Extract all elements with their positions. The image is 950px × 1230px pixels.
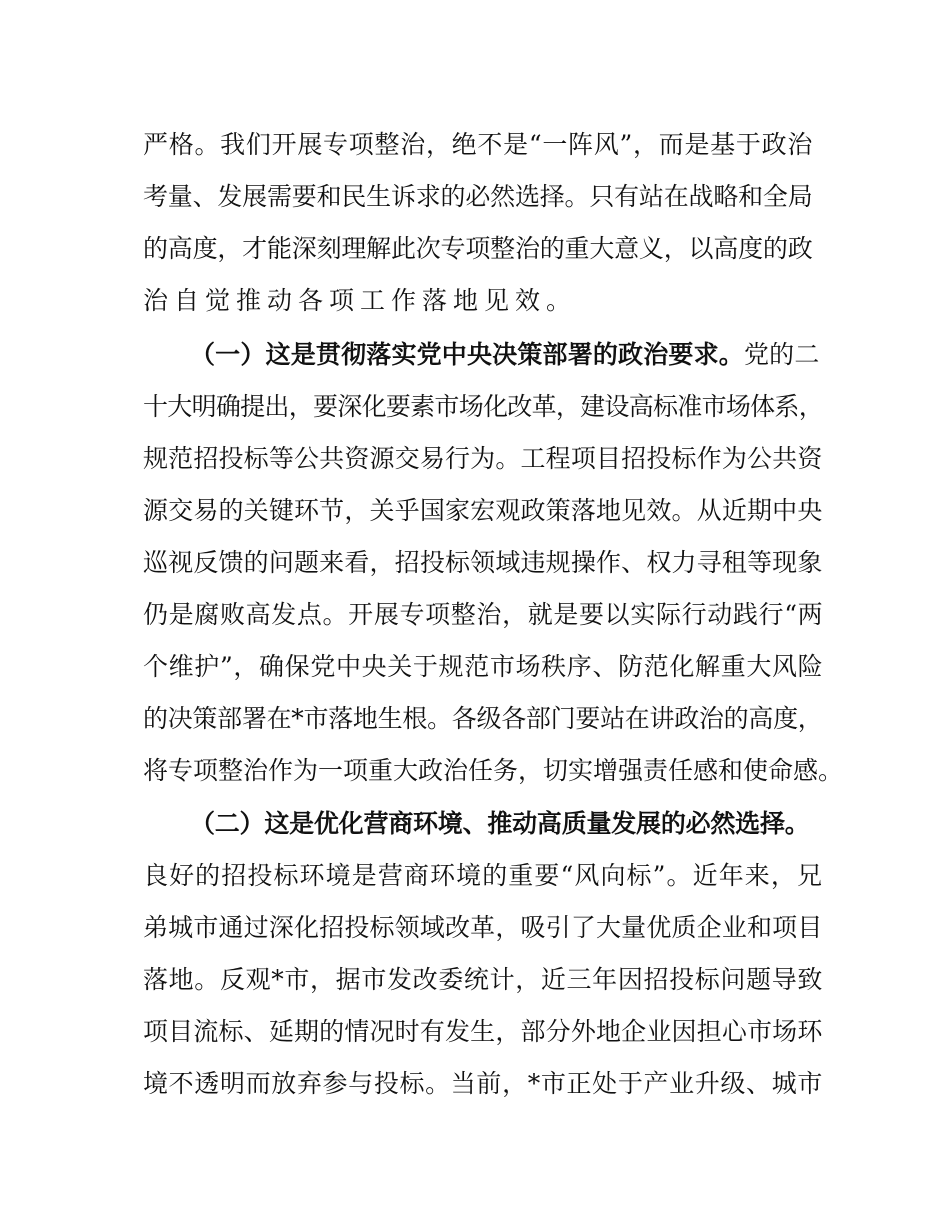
section-2-heading: （二）这是优化营商环境、推动高质量发展的必然选择。 (190, 809, 810, 838)
text-line: 严格。我们开展专项整治，绝不是“一阵风”，而是基于政治 (143, 130, 814, 159)
text-line: 的决策部署在*市落地生根。各级各部门要站在讲政治的高度， (143, 704, 823, 733)
text-line: 个维护”，确保党中央关于规范市场秩序、防范化解重大风险 (143, 652, 824, 681)
text-line: 十大明确提出，要深化要素市场化改革，建设高标准市场体系， (143, 392, 824, 421)
text-line: 治自觉推动各项工作落地见效。 (143, 286, 578, 315)
text-line: 项目流标、延期的情况时有发生，部分外地企业因担心市场环 (143, 1017, 823, 1046)
text-line: 境不透明而放弃参与投标。当前，*市正处于产业升级、城市 (143, 1069, 824, 1098)
text-line: 良好的招投标环境是营商环境的重要“风向标”。近年来，兄 (143, 861, 824, 890)
section-1-heading: （一）这是贯彻落实党中央决策部署的政治要求。 (190, 340, 744, 369)
text-line: 考量、发展需要和民生诉求的必然选择。只有站在战略和全局 (143, 182, 813, 211)
section-1-first-line (190, 338, 820, 372)
text-line: 仍是腐败高发点。开展专项整治，就是要以实际行动践行“两 (143, 600, 824, 629)
text-line: 将专项整治作为一项重大政治任务，切实增强责任感和使命感。 (143, 756, 844, 785)
text-line: 规范招投标等公共资源交易行为。工程项目招投标作为公共资 (143, 444, 823, 473)
text-line: 落地。反观*市，据市发改委统计，近三年因招投标问题导致 (143, 965, 824, 994)
text-line: 巡视反馈的问题来看，招投标领域违规操作、权力寻租等现象 (143, 548, 823, 577)
text-line: 的高度，才能深刻理解此次专项整治的重大意义，以高度的政 (143, 234, 813, 263)
text-line: 弟城市通过深化招投标领域改革，吸引了大量优质企业和项目 (143, 913, 823, 942)
section-1-first-line-rest: 党的二 (743, 340, 820, 369)
text-line: 源交易的关键环节，关乎国家宏观政策落地见效。从近期中央 (143, 496, 823, 525)
